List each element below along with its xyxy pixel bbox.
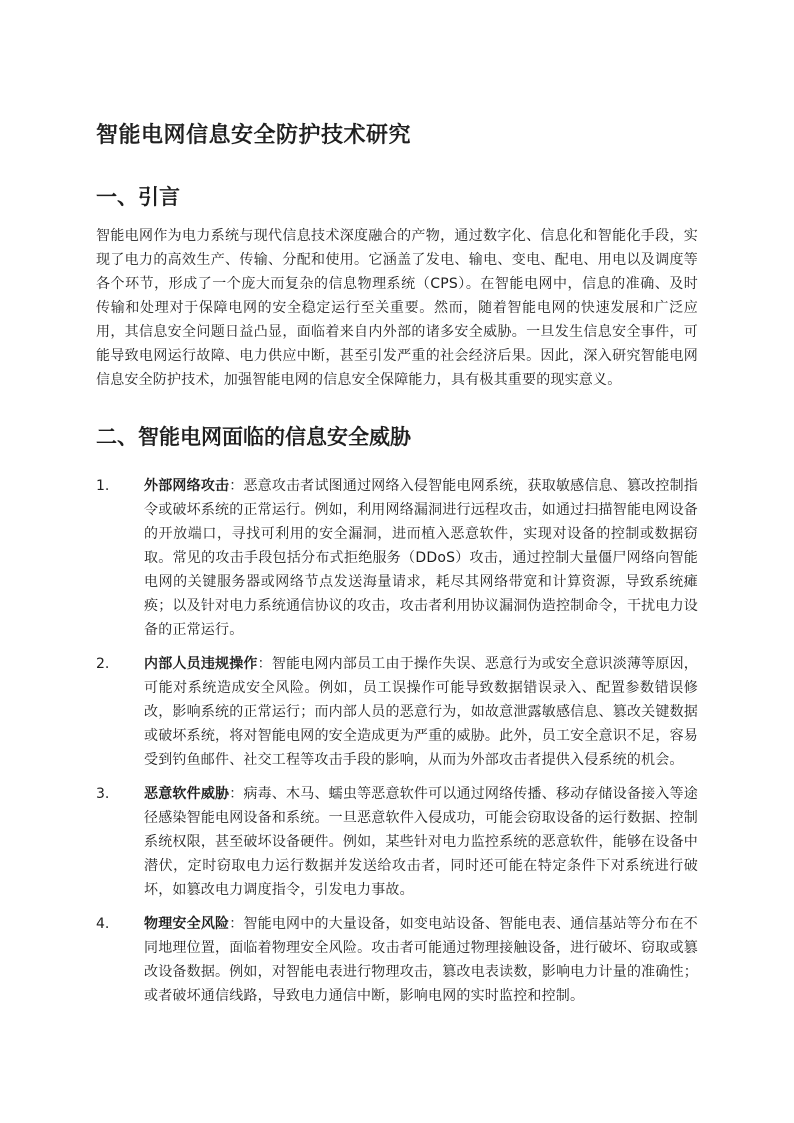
list-item-label: 内部人员违规操作 (144, 656, 258, 672)
list-item (96, 912, 698, 1008)
list-item (96, 474, 698, 642)
list-item-label: 恶意软件威胁 (144, 786, 230, 802)
list-item-number: 4. (96, 916, 110, 932)
list-item-text: ：智能电网中的大量设备，如变电站设备、智能电表、通信基站等分布在不同地理位置，面临着物理安全风险。攻击者可能通过物理接触设备，进行破坏、窃取或篡改设备数据。例如，对智能电表进行物理攻击，篡改电表读数，影响电力计量的准确性；或者破坏通信线路，导致电力通信中断，影响电网的实时监控和控制。 (144, 916, 698, 1004)
list-item-body (144, 782, 698, 902)
introduction-paragraph: 智能电网作为电力系统与现代信息技术深度融合的产物，通过数字化、信息化和智能化手段，实现了电力的高效生产、传输、分配和使用。它涵盖了发电、输电、变电、配电、用电以及调度等各个环节，形成了一个庞大而复杂的信息物理系统（CPS）。在智能电网中，信息的准确、及时传输和处理对于保障电网的安全稳定运行至关重要。然而，随着智能电网的快速发展和广泛应用，其信息安全问题日益凸显，面临着来自内外部的诸多安全威胁。一旦发生信息安全事件，可能导致电网运行故障、电力供应中断，甚至引发严重的社会经济后果。因此，深入研究智能电网信息安全防护技术，加强智能电网的信息安全保障能力，具有极其重要的现实意义。 (96, 228, 698, 388)
list-item-number: 3. (96, 786, 110, 802)
list-item (96, 652, 698, 772)
page-title: 智能电网信息安全防护技术研究 (96, 123, 412, 148)
list-item-label: 物理安全风险 (144, 916, 230, 932)
list-item-body (144, 652, 698, 772)
threat-list (96, 474, 698, 1008)
list-item-number: 1. (96, 478, 110, 494)
list-item-text: ：病毒、木马、蠕虫等恶意软件可以通过网络传播、移动存储设备接入等途径感染智能电网设备和系统。一旦恶意软件入侵成功，可能会窃取设备的运行数据、控制系统权限，甚至破坏设备硬件。例如，某些针对电力监控系统的恶意软件，能够在设备中潜伏，定时窃取电力运行数据并发送给攻击者，同时还可能在特定条件下对系统进行破坏，如篡改电力调度指令，引发电力事故。 (144, 786, 698, 898)
list-item-number: 2. (96, 656, 110, 672)
list-item-text: ：恶意攻击者试图通过网络入侵智能电网系统，获取敏感信息、篡改控制指令或破坏系统的正常运行。例如，利用网络漏洞进行远程攻击，如通过扫描智能电网设备的开放端口，寻找可利用的安全漏洞，进而植入恶意软件，实现对设备的控制或数据窃取。常见的攻击手段包括分布式拒绝服务（DDoS）攻击，通过控制大量僵尸网络向智能电网的关键服务器或网络节点发送海量请求，耗尽其网络带宽和计算资源，导致系统瘫痪；以及针对电力系统通信协议的攻击，攻击者利用协议漏洞伪造控制命令，干扰电力设备的正常运行。 (144, 478, 698, 638)
list-item (96, 782, 698, 902)
section-heading-introduction: 一、引言 (96, 185, 180, 209)
list-item-text: ：智能电网内部员工由于操作失误、恶意行为或安全意识淡薄等原因，可能对系统造成安全风险。例如，员工误操作可能导致数据错误录入、配置参数错误修改，影响系统的正常运行；而内部人员的恶意行为，如故意泄露敏感信息、篡改关键数据或破坏系统，将对智能电网的安全造成更为严重的威胁。此外，员工安全意识不足，容易受到钓鱼邮件、社交工程等攻击手段的影响，从而为外部攻击者提供入侵系统的机会。 (144, 656, 698, 768)
list-item-label: 外部网络攻击 (144, 478, 230, 494)
list-item-body (144, 474, 698, 642)
section-heading-threats: 二、智能电网面临的信息安全威胁 (96, 425, 411, 449)
list-item-body (144, 912, 698, 1008)
